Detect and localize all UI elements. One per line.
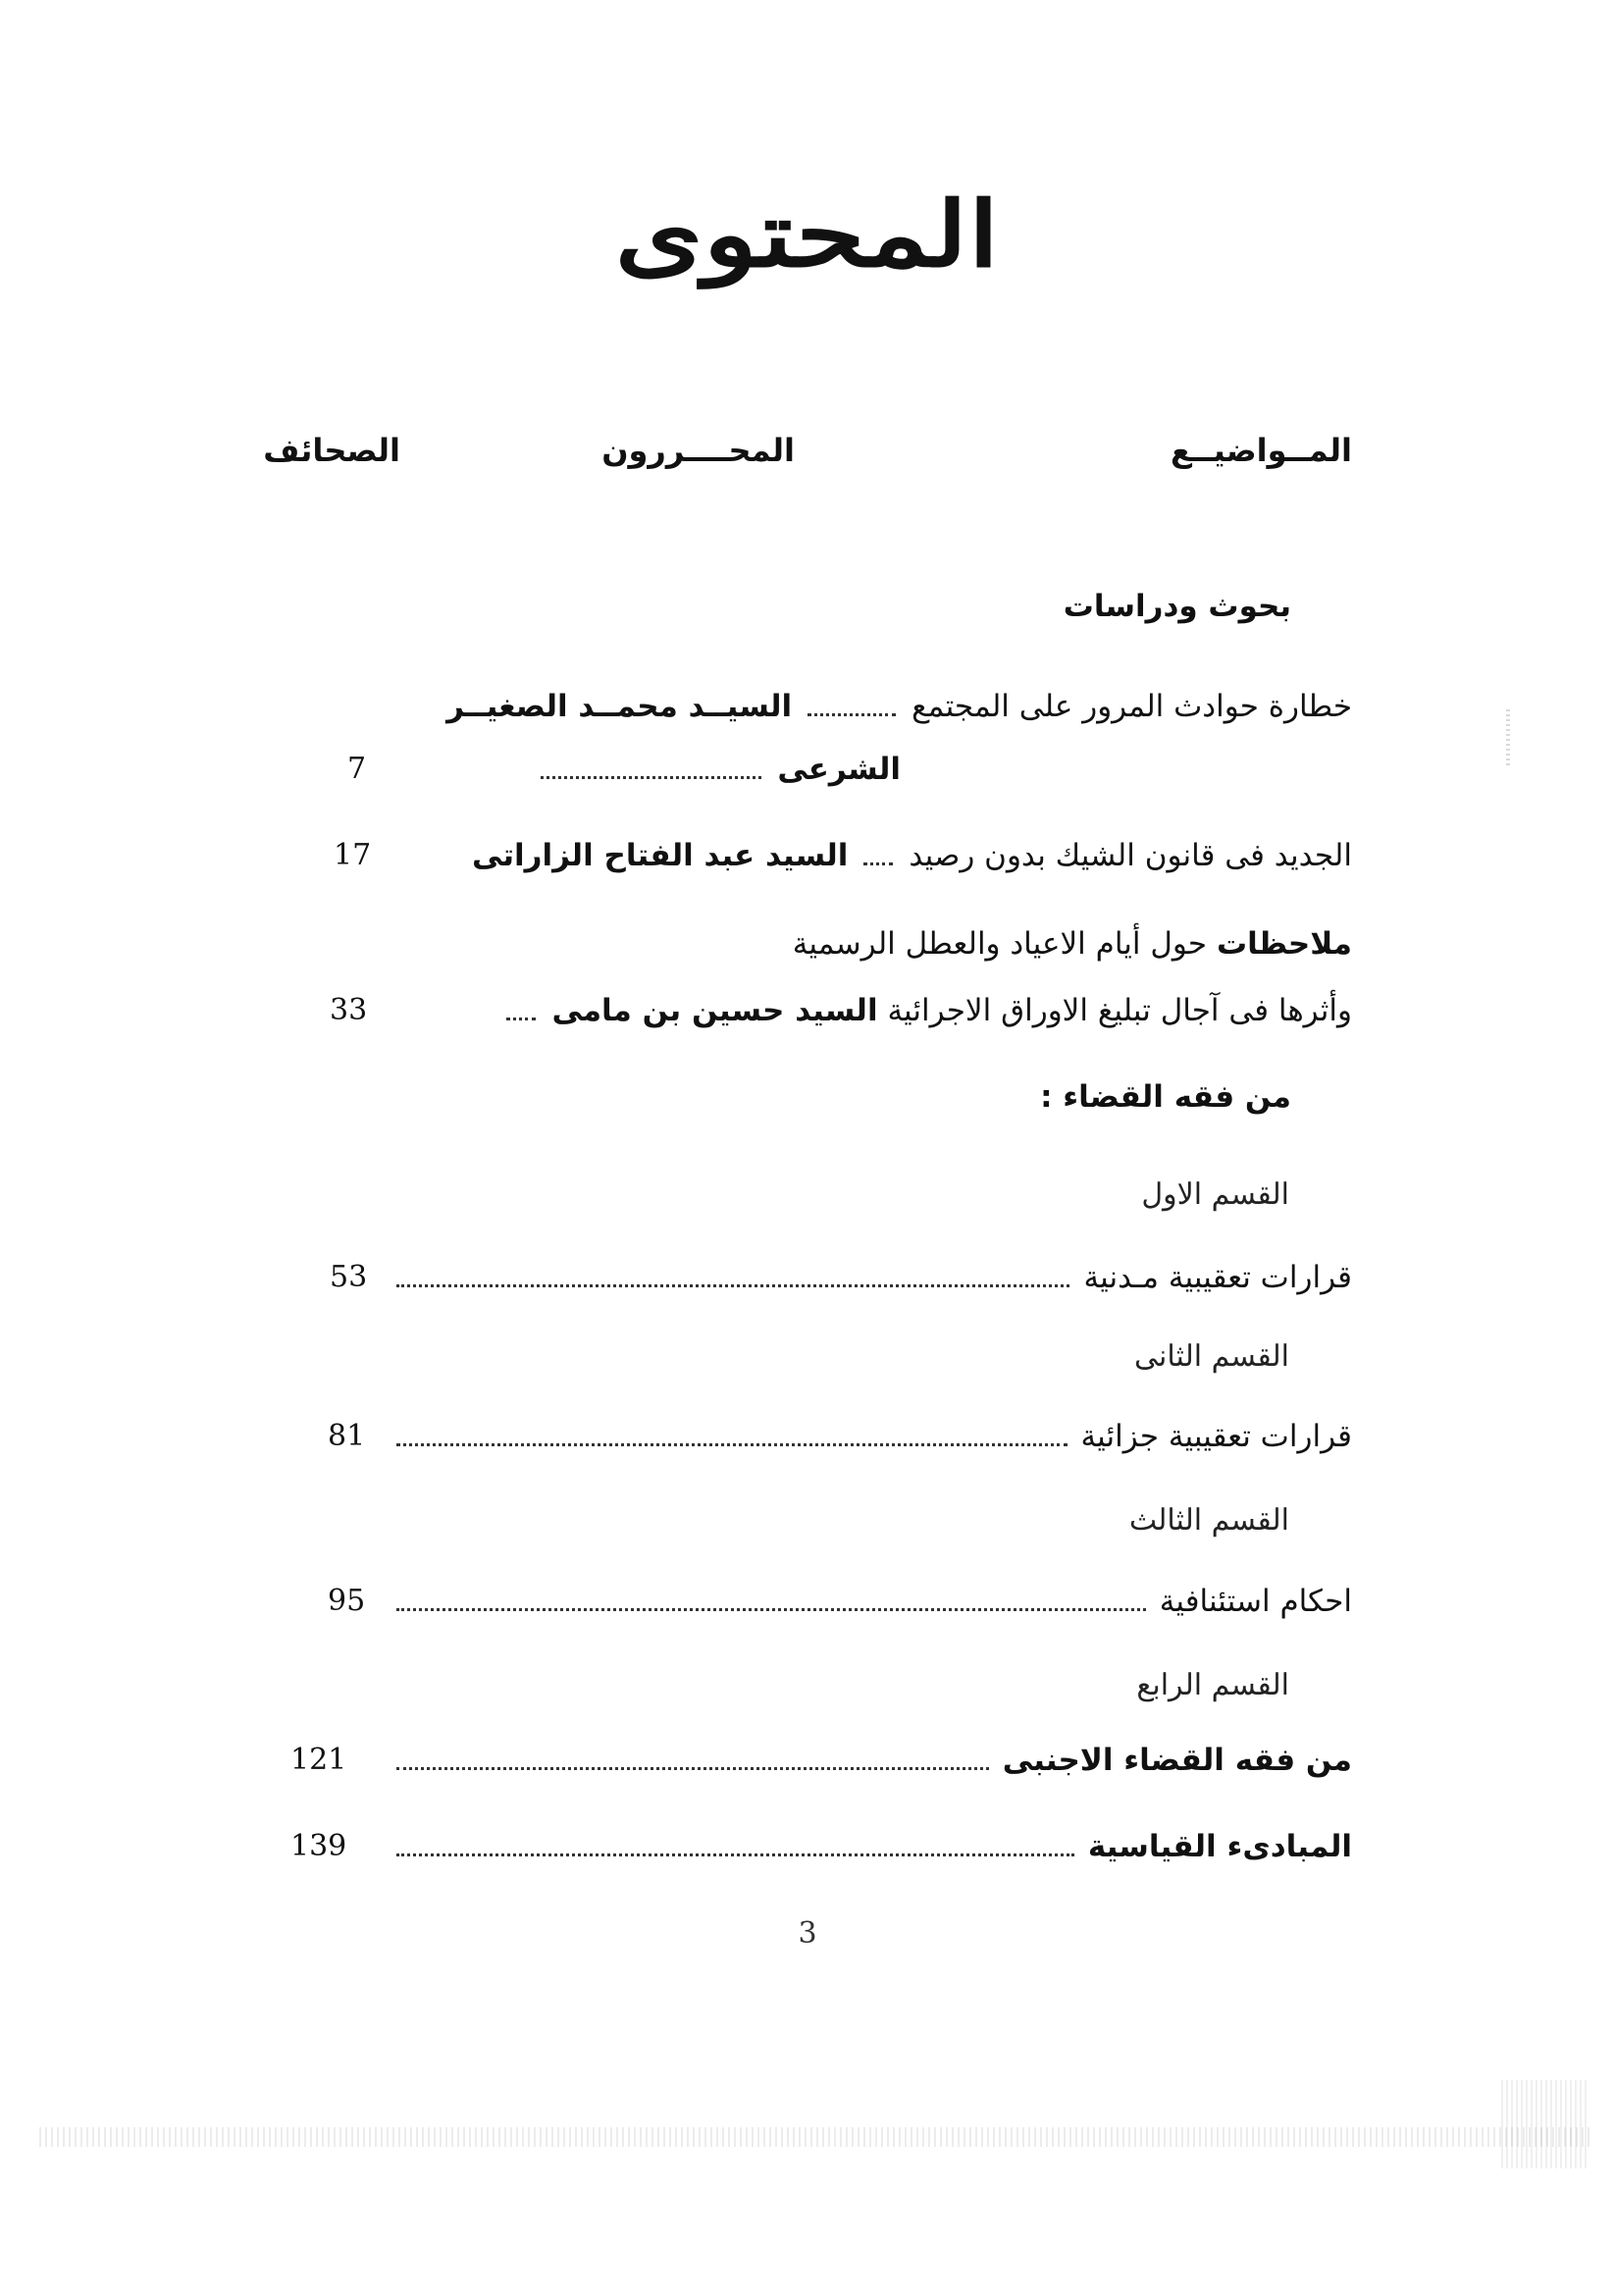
toc-entry <box>290 1825 1352 1868</box>
entry-author: السيــد محمــد الصغيــر <box>446 689 793 724</box>
toc-entry <box>324 685 1352 728</box>
dot-leader <box>541 776 761 779</box>
scan-artifact <box>39 2127 1589 2147</box>
entry-page: 121 <box>290 1743 347 1777</box>
dot-leader <box>396 1853 1074 1856</box>
entry-page: 139 <box>290 1829 347 1863</box>
dot-leader <box>863 862 893 865</box>
dot-leader <box>396 1767 989 1770</box>
entry-topic-cont: وأثرها فى آجال تبليغ الاوراق الاجرائية <box>887 993 1352 1028</box>
part-label: القسم الاول <box>1141 1177 1289 1212</box>
entry-title: قرارات تعقيبية جزائية <box>1080 1419 1352 1454</box>
header-topics: المــواضيــع <box>1170 432 1352 469</box>
part-label: القسم الرابع <box>1136 1668 1289 1702</box>
dot-leader <box>396 1284 1069 1287</box>
page-title: المحتوى <box>614 182 1000 287</box>
entry-author-cont: الشرعى <box>777 752 901 787</box>
toc-entry <box>324 922 1352 965</box>
page-number: 3 <box>798 1916 817 1951</box>
header-pages: الصحائف <box>263 432 400 469</box>
entry-page: 81 <box>328 1419 366 1453</box>
entry-topic: خطارة حوادث المرور على المجتمع <box>912 689 1352 724</box>
entry-topic: الجديد فى قانون الشيك بدون رصيد <box>909 838 1352 873</box>
entry-page: 95 <box>328 1584 366 1618</box>
toc-entry <box>324 1415 1352 1458</box>
entry-author: السيد حسين بن مامى <box>551 993 878 1028</box>
part-label: القسم الثانى <box>1134 1339 1289 1374</box>
toc-entry <box>290 1739 1352 1782</box>
header-editors: المحــــررون <box>601 432 795 469</box>
entry-title: قرارات تعقيبية مـدنية <box>1083 1260 1352 1295</box>
scan-artifact <box>1506 706 1510 765</box>
dot-leader <box>808 713 896 716</box>
part-label: القسم الثالث <box>1128 1503 1289 1538</box>
section-heading-studies: بحوث ودراسات <box>1063 589 1291 624</box>
dot-leader <box>506 1018 536 1020</box>
scan-artifact <box>1501 2080 1589 2168</box>
column-headers <box>0 432 1615 481</box>
entry-title: من فقه القضاء الاجنبى <box>1002 1743 1352 1778</box>
entry-title: احكام استئنافية <box>1159 1584 1352 1619</box>
toc-entry-continued <box>324 748 1352 791</box>
entry-title: المبادىء القياسية <box>1087 1829 1352 1864</box>
toc-entry-continued <box>324 989 1352 1032</box>
dot-leader <box>396 1443 1068 1446</box>
toc-entry <box>324 1580 1352 1623</box>
entry-page: 17 <box>334 838 372 872</box>
entry-page: 7 <box>347 752 367 786</box>
entry-page: 33 <box>330 993 368 1027</box>
entry-topic: حول أيام الاعياد والعطل الرسمية <box>792 926 1208 962</box>
dot-leader <box>396 1608 1146 1611</box>
entry-topic-prefix: ملاحظات <box>1216 926 1352 962</box>
toc-entry <box>324 834 1352 877</box>
toc-entry <box>324 1256 1352 1299</box>
entry-page: 53 <box>330 1260 368 1294</box>
section-heading-jurisprudence: من فقه القضاء : <box>1040 1079 1291 1115</box>
entry-author: السيد عبد الفتاح الزاراتى <box>472 838 849 873</box>
